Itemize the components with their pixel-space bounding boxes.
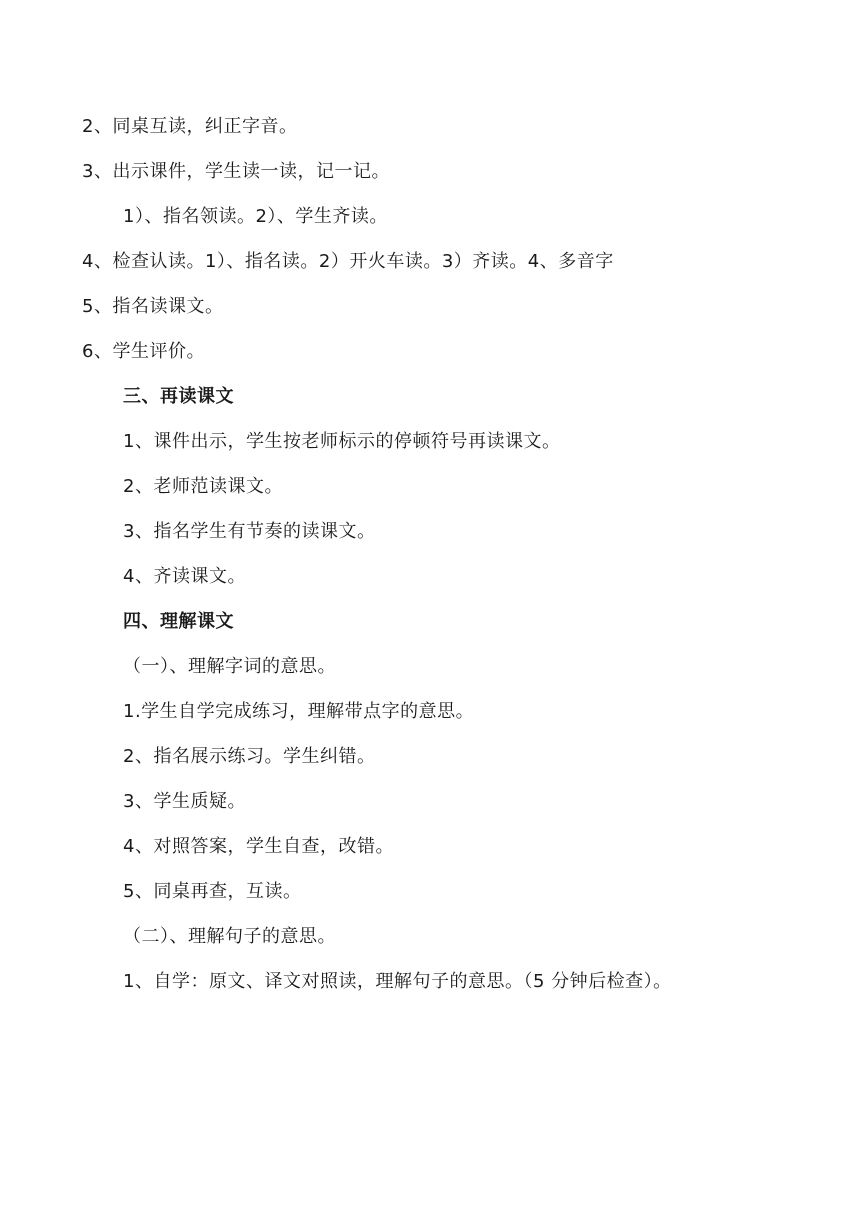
text-line-rhythmic-reading: 3、指名学生有节奏的读课文。	[123, 521, 376, 542]
text-line-read-text: 5、指名读课文。	[82, 296, 224, 317]
text-line-pause-marks: 1、课件出示，学生按老师标示的停顿符号再读课文。	[123, 431, 561, 452]
text-line-check-answers: 4、对照答案，学生自查，改错。	[123, 836, 394, 857]
text-line-questions: 3、学生质疑。	[123, 791, 246, 812]
section-heading-reread: 三、再读课文	[123, 386, 234, 407]
text-line-check-reading: 4、检查认读。1）、指名读。2）开火车读。3）齐读。4、多音字	[82, 251, 614, 272]
text-line-teacher-model: 2、老师范读课文。	[123, 476, 283, 497]
text-line-peer-check: 5、同桌再查，互读。	[123, 881, 302, 902]
subsection-heading-sentences: （二）、理解句子的意思。	[123, 926, 336, 947]
text-line-choral-reading: 4、齐读课文。	[123, 566, 246, 587]
text-line-self-study: 1.学生自学完成练习，理解带点字的意思。	[123, 701, 475, 722]
text-line-lead-reading: 1）、指名领读。2）、学生齐读。	[123, 206, 388, 227]
section-heading-understand: 四、理解课文	[123, 611, 234, 632]
text-line-show-exercises: 2、指名展示练习。学生纠错。	[123, 746, 376, 767]
subsection-heading-words: （一）、理解字词的意思。	[123, 656, 336, 677]
text-line-compare-translation: 1、自学：原文、译文对照读，理解句子的意思。（5 分钟后检查）。	[123, 971, 672, 992]
text-line-show-courseware: 3、出示课件，学生读一读，记一记。	[82, 161, 390, 182]
text-line-student-evaluation: 6、学生评价。	[82, 341, 205, 362]
text-line-peer-reading: 2、同桌互读，纠正字音。	[82, 116, 298, 137]
